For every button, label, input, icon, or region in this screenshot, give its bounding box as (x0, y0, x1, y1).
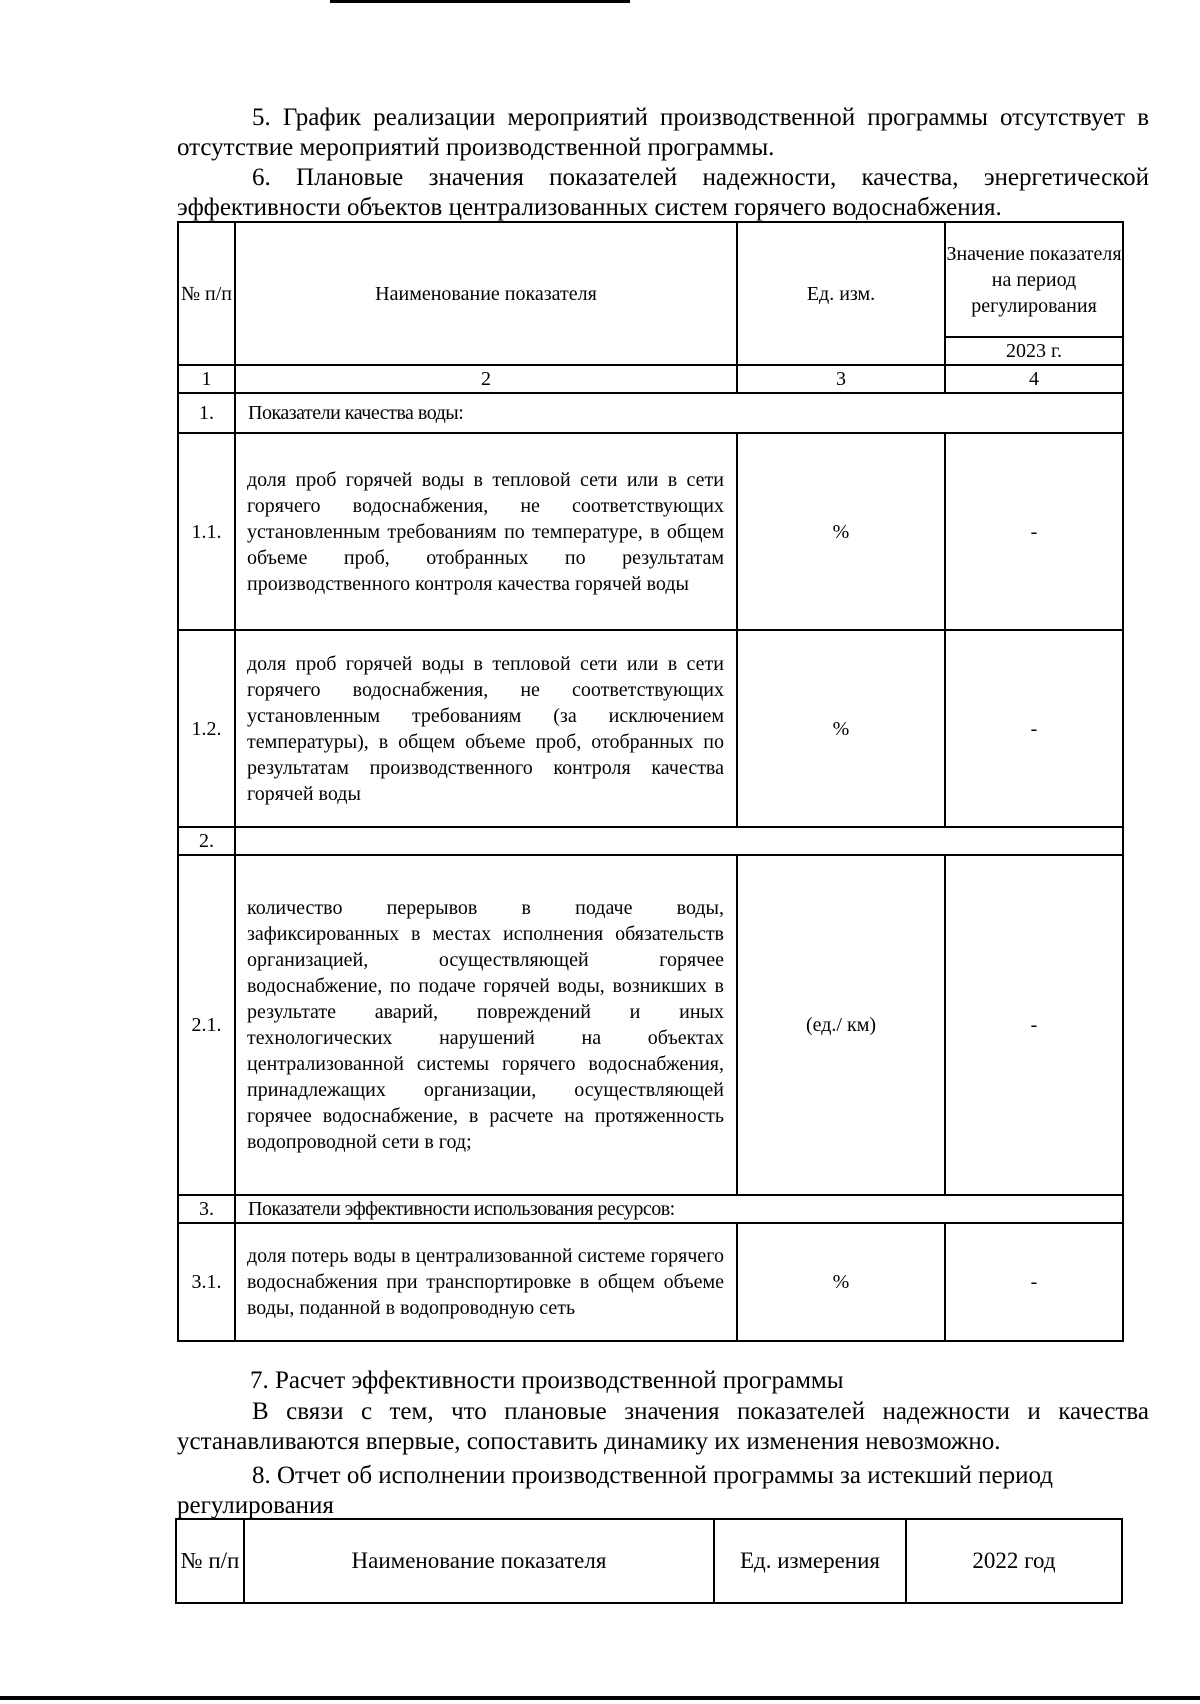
header-year: 2023 г. (945, 337, 1123, 365)
paragraph-7-title: 7. Расчет эффективности производственной программы (250, 1367, 844, 1394)
row-num: 1.2. (178, 630, 235, 827)
header-unit: Ед. изм. (737, 222, 945, 365)
indicator-value: - (945, 433, 1123, 630)
header-num: № п/п (178, 222, 235, 365)
table-row (178, 855, 1123, 1195)
section-num: 2. (178, 827, 235, 855)
header-year: 2022 год (906, 1519, 1122, 1603)
paragraph-5: 5. График реализации мероприятий производственной программы отсутствует в отсутствие мероприятий производственной программы. (177, 104, 1149, 161)
paragraph-8-title: 8. Отчет об исполнении производственной программы за истекший период (252, 1462, 1053, 1489)
indicator-unit: % (737, 433, 945, 630)
indicators-table (177, 221, 1124, 1342)
col-number: 4 (945, 365, 1123, 393)
section-title: Показатели эффективности использования ресурсов: (235, 1195, 1123, 1223)
paragraph-8-title-cont: регулирования (177, 1492, 334, 1519)
indicator-value: - (945, 855, 1123, 1195)
section-row (178, 827, 1123, 855)
header-name: Наименование показателя (244, 1519, 714, 1603)
paragraph-6: 6. Плановые значения показателей надежности, качества, энергетической эффективности объектов централизованных систем горячего водоснабжения. (177, 164, 1149, 221)
col-number: 1 (178, 365, 235, 393)
header-unit: Ед. измерения (714, 1519, 906, 1603)
indicator-value: - (945, 630, 1123, 827)
indicator-unit: % (737, 630, 945, 827)
report-table (175, 1518, 1123, 1604)
table-header-row (176, 1519, 1122, 1603)
row-num: 1.1. (178, 433, 235, 630)
bottom-edge-line (0, 1696, 1200, 1700)
col-number: 3 (737, 365, 945, 393)
indicator-name: доля проб горячей воды в тепловой сети или в сети горячего водоснабжения, не соответствующих установленным требованиям по температуре, в общем объеме проб, отобранных по результатам производственного контроля качества горячей воды (235, 433, 737, 630)
section-num: 3. (178, 1195, 235, 1223)
row-num: 2.1. (178, 855, 235, 1195)
table-row (178, 630, 1123, 827)
header-num: № п/п (176, 1519, 244, 1603)
section-title: Показатели качества воды: (235, 393, 1123, 433)
section-row (178, 393, 1123, 433)
table-row (178, 1223, 1123, 1341)
header-name: Наименование показателя (235, 222, 737, 365)
table-row (178, 433, 1123, 630)
section-title (235, 827, 1123, 855)
paragraph-7-text: В связи с тем, что плановые значения показателей надежности и качества устанавливаются впервые, сопоставить динамику их изменения невозможно. (177, 1398, 1149, 1455)
header-value: Значение показателя на период регулирования (945, 222, 1123, 337)
section-num: 1. (178, 393, 235, 433)
section-row (178, 1195, 1123, 1223)
indicator-unit: (ед./ км) (737, 855, 945, 1195)
indicator-name: доля потерь воды в централизованной системе горячего водоснабжения при транспортировке в общем объеме воды, поданной в водопроводную сеть (235, 1223, 737, 1341)
indicator-value: - (945, 1223, 1123, 1341)
table-header-row (178, 222, 1123, 337)
column-numbers-row (178, 365, 1123, 393)
indicator-name: доля проб горячей воды в тепловой сети или в сети горячего водоснабжения, не соответствующих установленным требованиям (за исключением температуры), в общем объеме проб, отобранных по результатам производственного контроля качества горячей воды (235, 630, 737, 827)
row-num: 3.1. (178, 1223, 235, 1341)
top-edge-line (330, 0, 630, 3)
col-number: 2 (235, 365, 737, 393)
indicator-unit: % (737, 1223, 945, 1341)
indicator-name: количество перерывов в подаче воды, зафиксированных в местах исполнения обязательств организацией, осуществляющей горячее водоснабжение, по подаче горячей воды, возникших в результате аварий, повреждений и иных технологических нарушений на объектах централизованной системы горячего водоснабжения, принадлежащих организации, осуществляющей горячее водоснабжение, в расчете на протяженность водопроводной сети в год; (235, 855, 737, 1195)
